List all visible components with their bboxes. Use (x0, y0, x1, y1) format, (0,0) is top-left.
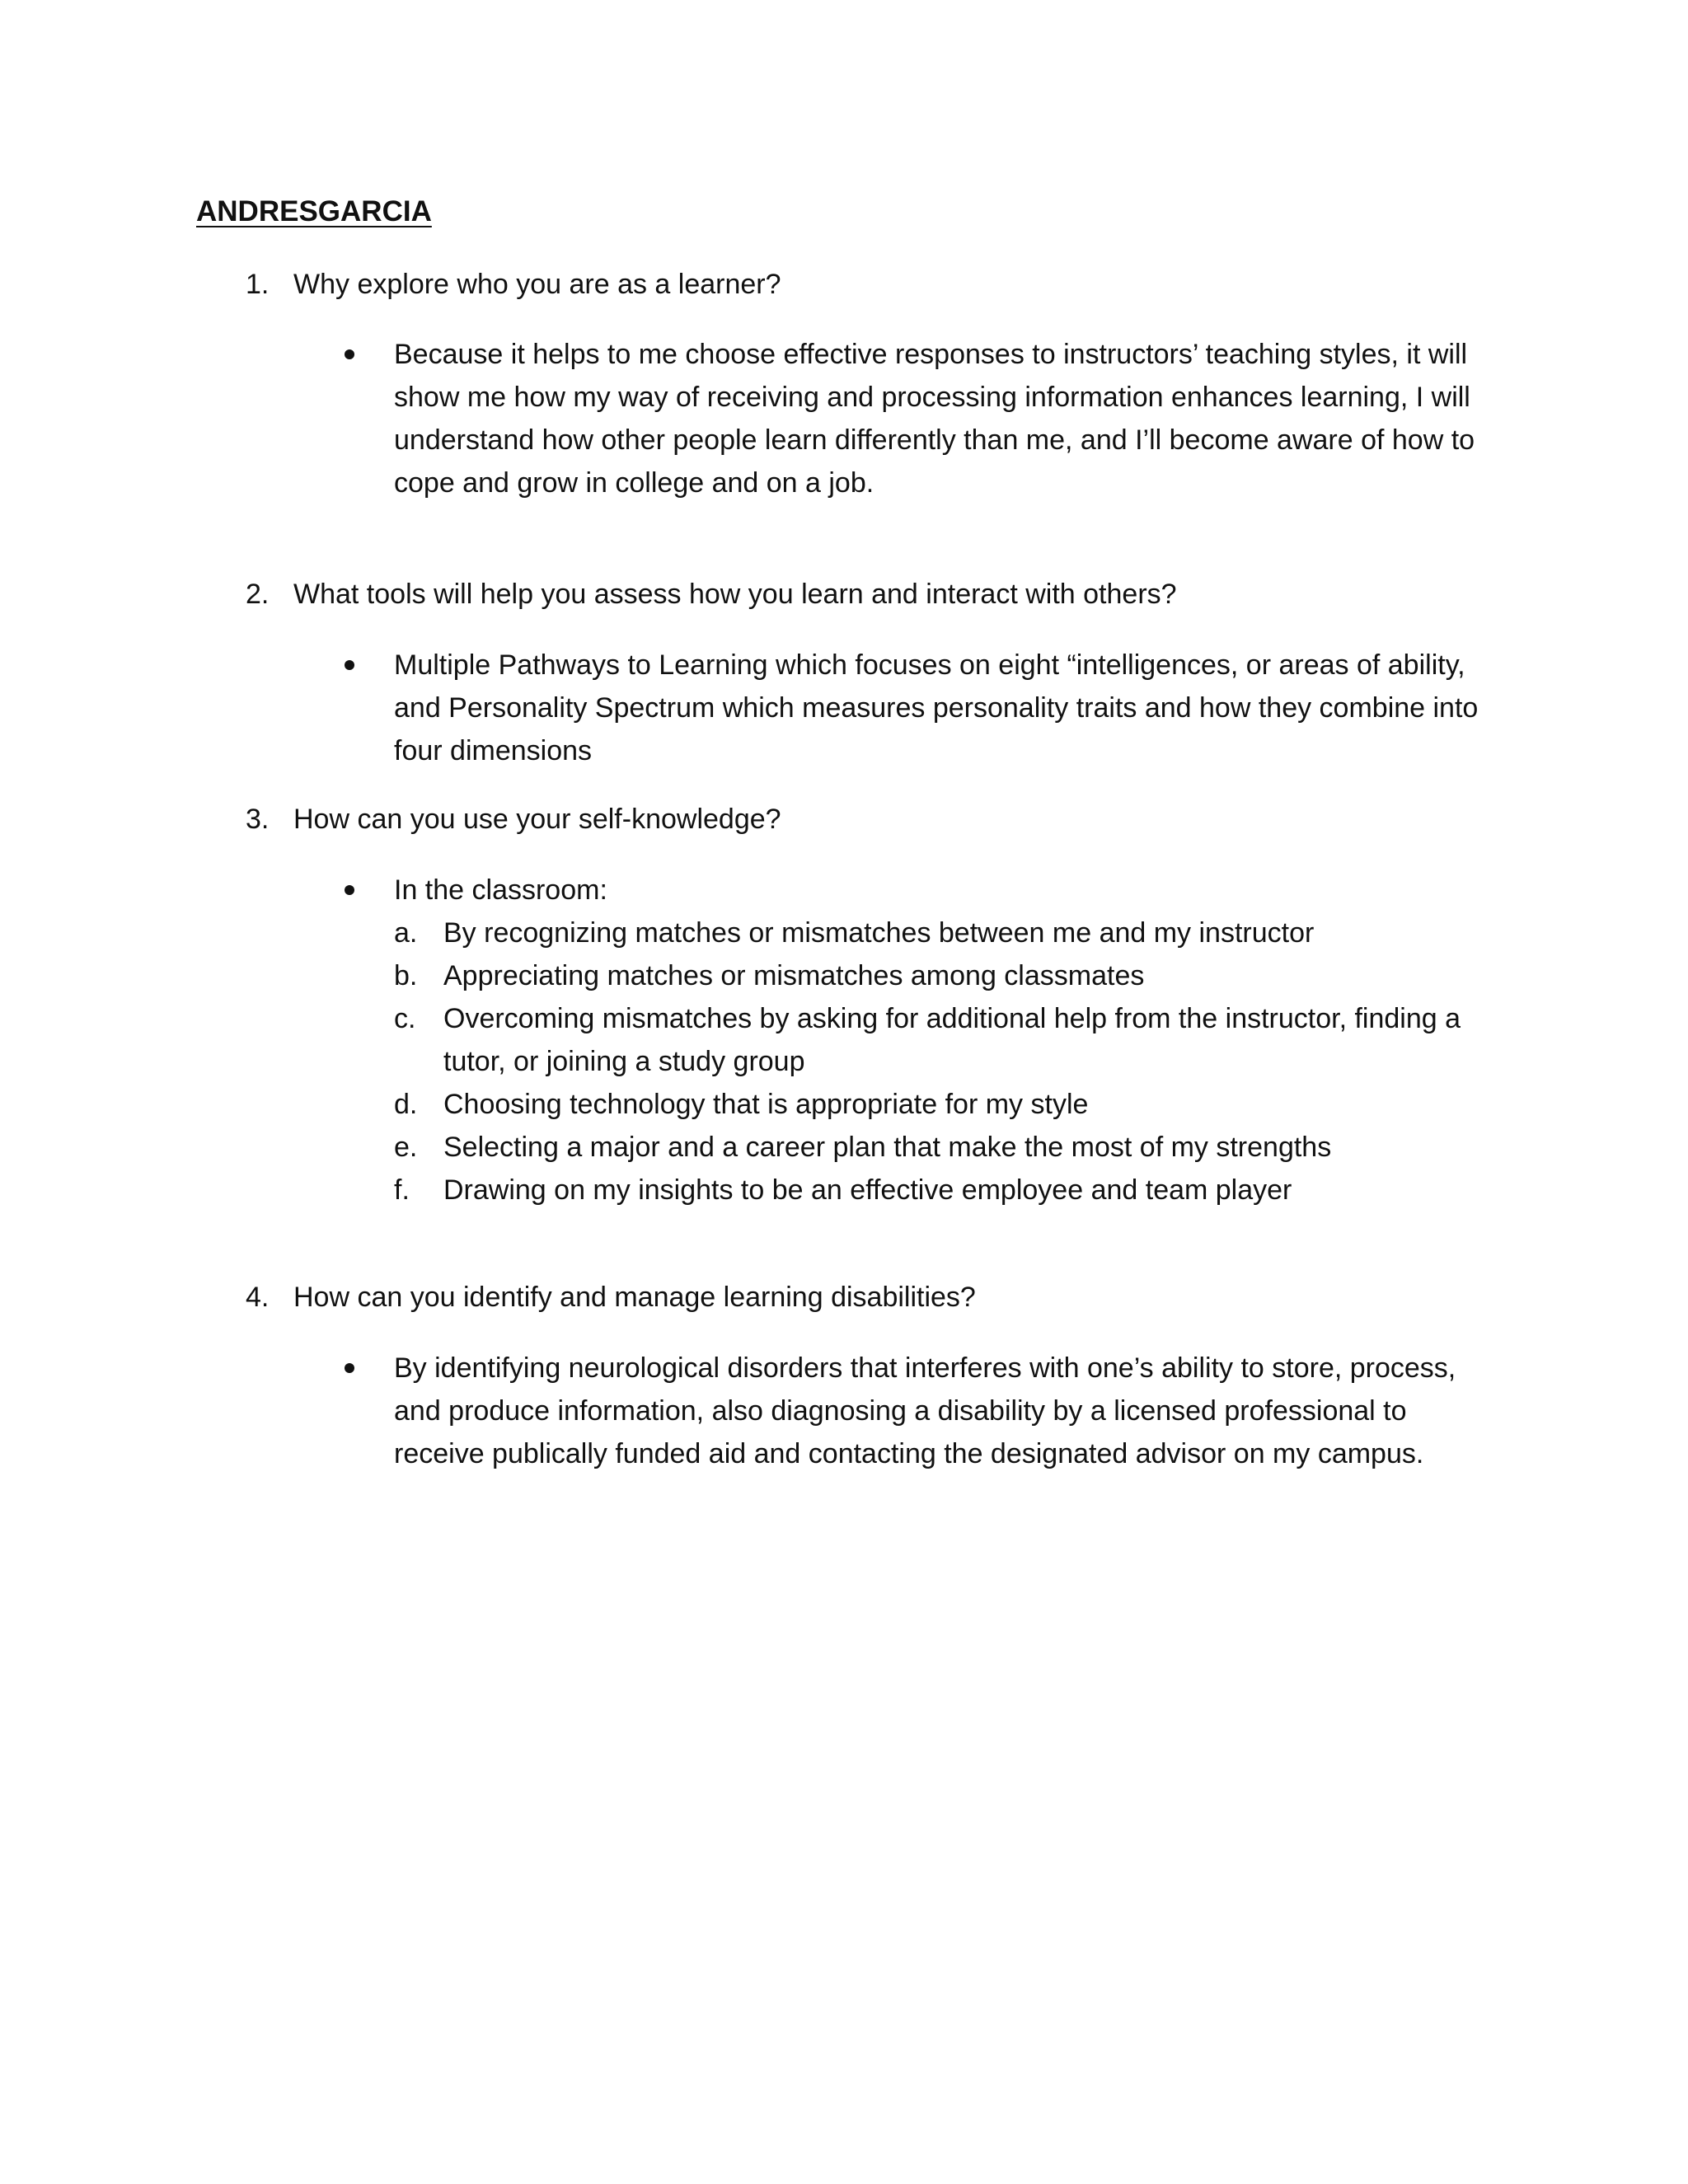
list-item (394, 954, 1498, 997)
list-item (394, 997, 1498, 1083)
list-item-text: Choosing technology that is appropriate for my style (443, 1089, 1089, 1120)
question-number: 2. (246, 579, 270, 610)
question-3 (246, 798, 781, 841)
list-item (394, 1126, 1498, 1169)
list-item (394, 1169, 1498, 1212)
answer-1 (345, 333, 1498, 504)
list-item (394, 912, 1498, 954)
answer-2 (345, 644, 1498, 772)
bullet-icon (345, 885, 354, 895)
list-item-text: Selecting a major and a career plan that make the most of my strengths (443, 1132, 1332, 1163)
list-item-text: By recognizing matches or mismatches between me and my instructor (443, 917, 1315, 949)
question-text: How can you use your self-knowledge? (293, 804, 781, 835)
list-item-letter: b. (394, 960, 418, 991)
question-number: 4. (246, 1282, 270, 1313)
question-text: What tools will help you assess how you learn and interact with others? (293, 579, 1177, 610)
bullet-icon (345, 660, 354, 670)
bullet-icon (345, 1363, 354, 1373)
sub-list (394, 912, 1498, 1212)
list-item-text: Appreciating matches or mismatches among classmates (443, 960, 1145, 991)
bullet-icon (345, 349, 354, 359)
list-item-letter: f. (394, 1174, 410, 1206)
list-item-letter: c. (394, 1003, 416, 1034)
list-item (394, 1083, 1498, 1126)
answer-4 (345, 1347, 1498, 1475)
answer-text: Multiple Pathways to Learning which focuses on eight “intelligences, or areas of ability, and Personality Spectrum which measures personality traits and how they combine into four dimensions (394, 649, 1479, 766)
answer-text: In the classroom: (394, 874, 607, 906)
answer-3 (345, 869, 1498, 1212)
answer-text: Because it helps to me choose effective responses to instructors’ teaching styles, it will show me how my way of receiving and processing information enhances learning, I will understand how other people learn differently than me, and I’ll become aware of how to cope and grow in college and on a job. (394, 339, 1475, 499)
question-number: 3. (246, 804, 270, 835)
question-text: How can you identify and manage learning disabilities? (293, 1282, 976, 1313)
list-item-letter: e. (394, 1132, 418, 1163)
list-item-letter: a. (394, 917, 418, 949)
question-1 (246, 263, 781, 306)
list-item-text: Overcoming mismatches by asking for additional help from the instructor, finding a tutor, or joining a study group (443, 1003, 1461, 1077)
question-text: Why explore who you are as a learner? (293, 269, 781, 300)
question-4 (246, 1276, 976, 1319)
list-item-letter: d. (394, 1089, 418, 1120)
answer-text: By identifying neurological disorders that interferes with one’s ability to store, process, and produce information, also diagnosing a disability by a licensed professional to receive publically funded aid and contacting the designated advisor on my campus. (394, 1352, 1456, 1469)
question-number: 1. (246, 269, 270, 300)
list-item-text: Drawing on my insights to be an effective employee and team player (443, 1174, 1292, 1206)
document-title: ANDRESGARCIA (196, 195, 432, 227)
question-2 (246, 573, 1177, 616)
